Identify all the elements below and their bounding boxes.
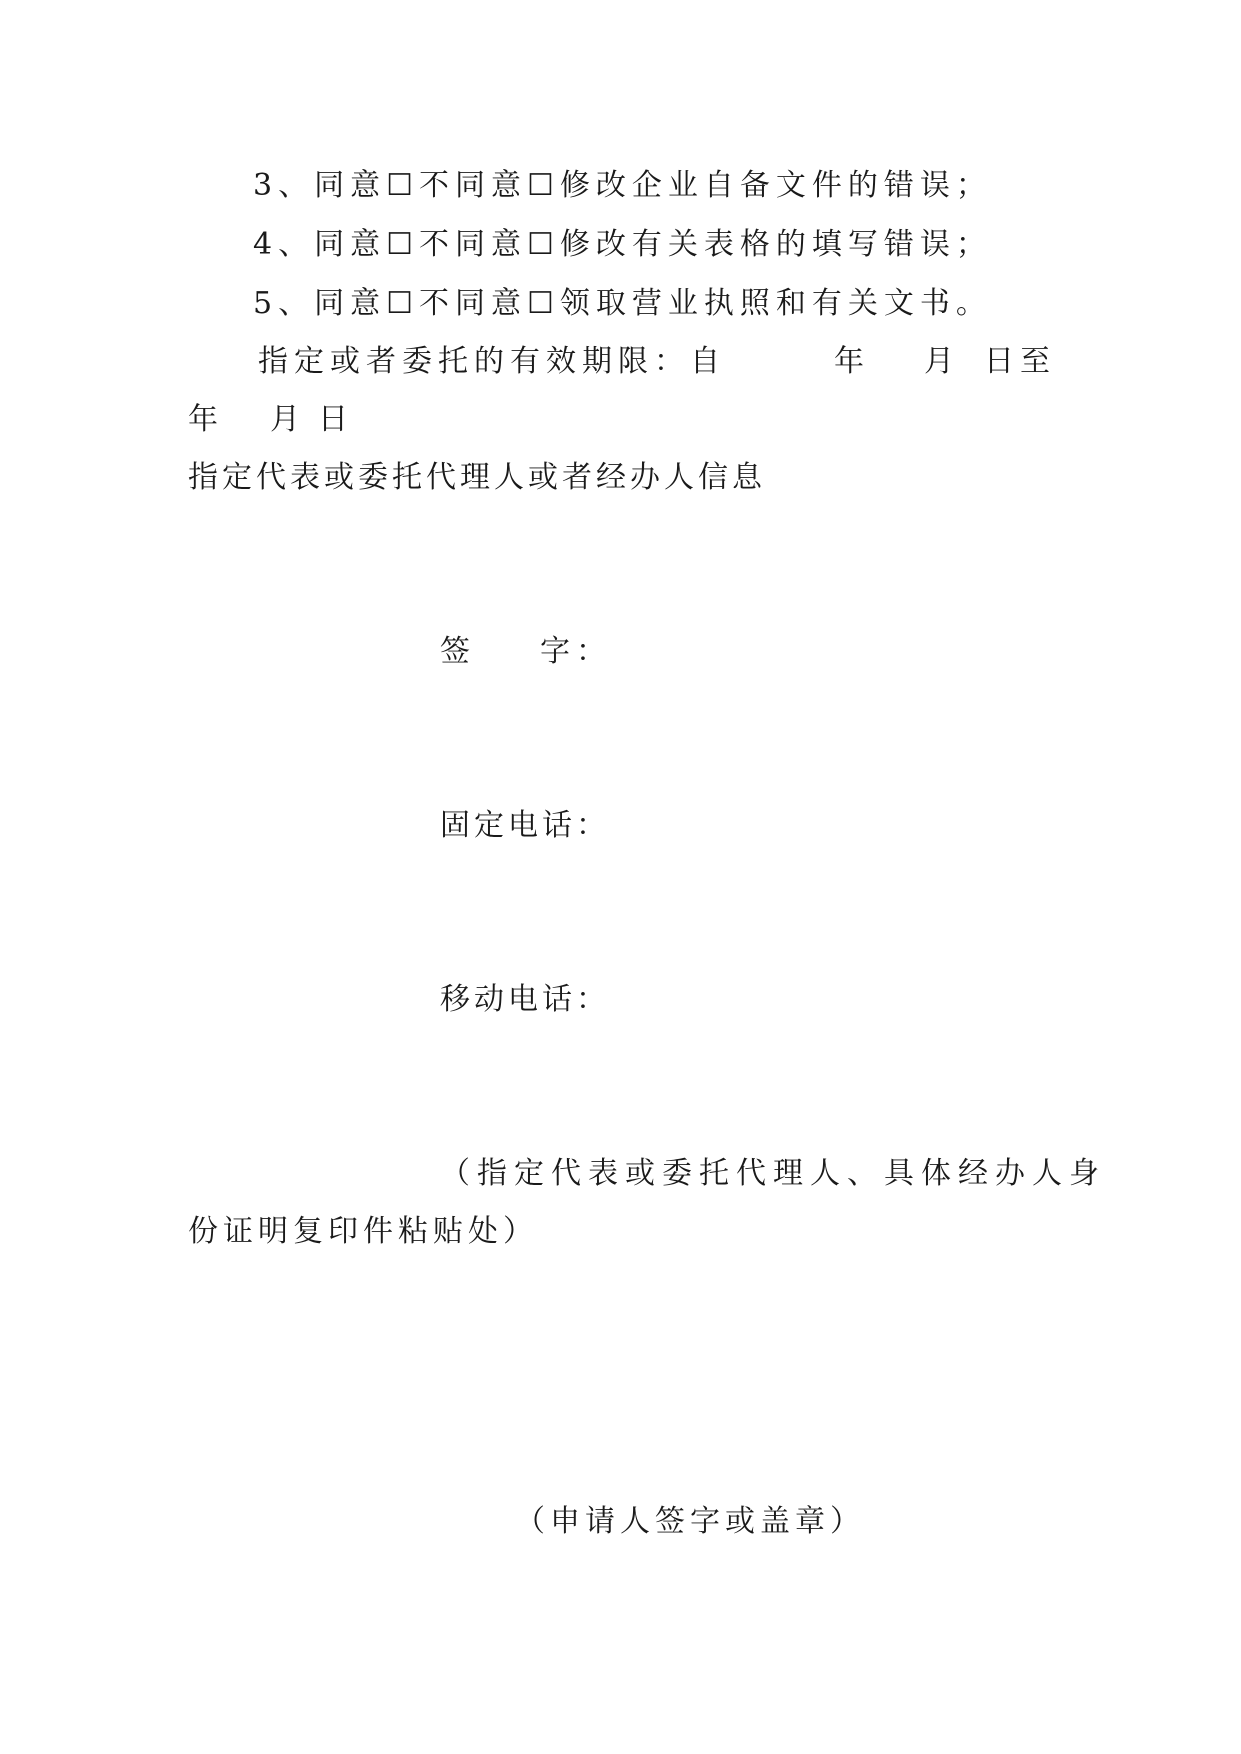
applicant-signature-note: （申请人签字或盖章） bbox=[515, 1504, 865, 1539]
authorization-item-4: 4、同意☐不同意☐修改有关表格的填写错误； bbox=[253, 227, 992, 262]
mobile-phone-label: 移动电话： bbox=[440, 982, 610, 1017]
validity-day-to: 日至 bbox=[984, 344, 1056, 379]
validity-month-end: 月 bbox=[270, 402, 306, 437]
fixed-phone-label: 固定电话： bbox=[440, 808, 610, 843]
agent-info-heading: 指定代表或委托代理人或者经办人信息 bbox=[188, 460, 766, 495]
validity-day-end: 日 bbox=[318, 402, 354, 437]
validity-month-start: 月 bbox=[924, 344, 960, 379]
validity-label: 指定或者委托的有效期限：自 bbox=[258, 344, 726, 379]
signature-label-char1: 签 bbox=[440, 634, 476, 669]
signature-label-char2: 字： bbox=[540, 634, 612, 669]
validity-year-start: 年 bbox=[834, 344, 870, 379]
validity-year-end: 年 bbox=[188, 402, 224, 437]
id-copy-note-line1: （指定代表或委托代理人、具体经办人身 bbox=[440, 1156, 1106, 1191]
id-copy-note-line2: 份证明复印件粘贴处） bbox=[188, 1214, 538, 1249]
authorization-item-3: 3、同意☐不同意☐修改企业自备文件的错误； bbox=[253, 168, 992, 203]
authorization-item-5: 5、同意☐不同意☐领取营业执照和有关文书。 bbox=[253, 286, 992, 321]
